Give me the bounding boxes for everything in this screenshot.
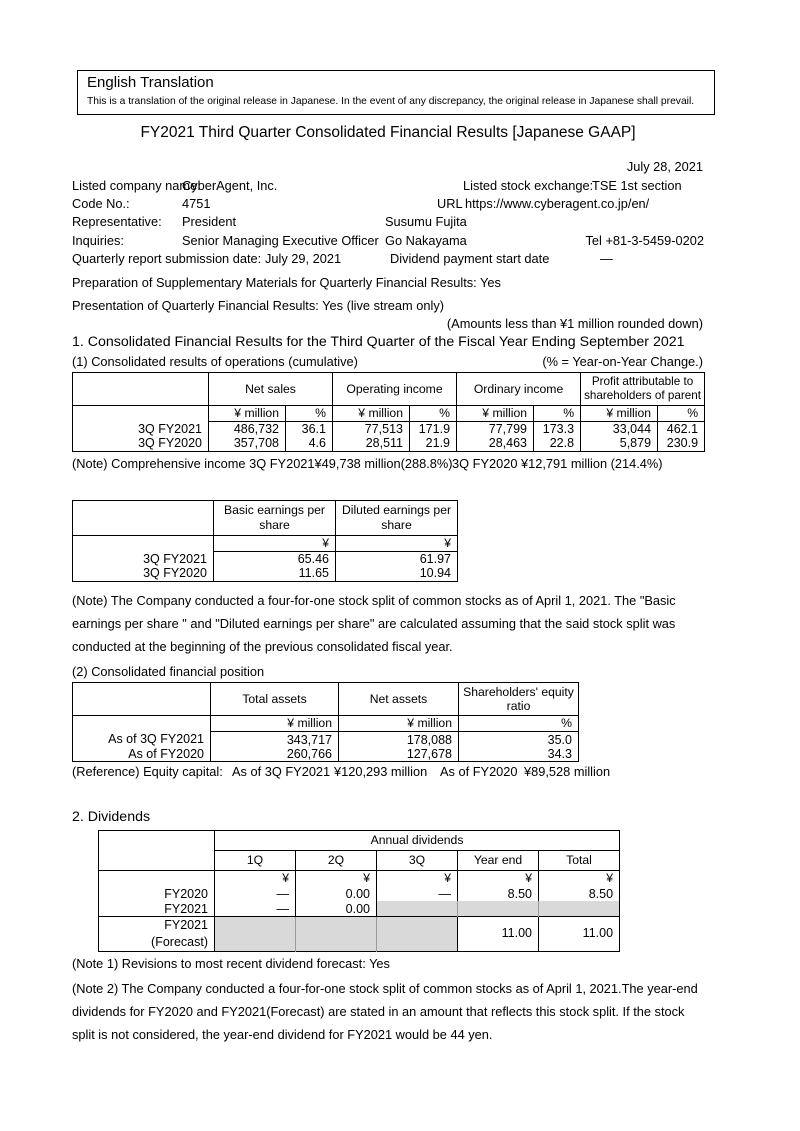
info-row-company — [72, 178, 704, 196]
code-label: Code No.: — [72, 196, 130, 212]
unit-cell: ¥ — [377, 871, 458, 887]
empty-label-cell — [73, 716, 211, 732]
reference-item1-label: As of 3Q FY2021 — [232, 764, 331, 780]
table-cell-shaded — [296, 916, 377, 951]
rounding-note: (Amounts less than ¥1 million rounded down) — [446, 316, 703, 332]
dividends-row-fy2021-forecast — [99, 916, 620, 951]
table-cell: 8.50 — [539, 886, 620, 901]
table-cell: 8.50 — [458, 886, 539, 901]
table-cell: 0.00 — [296, 901, 377, 916]
table-cell: 5,879 — [581, 436, 658, 451]
column-header-net-sales: Net sales — [209, 373, 333, 406]
url-label: URL — [437, 196, 463, 212]
table-cell: 462.1 — [658, 421, 705, 436]
section1-sub1-row — [72, 354, 704, 372]
sub1-title: (1) Consolidated results of operations (cumulative) — [72, 354, 358, 370]
release-date: July 28, 2021 — [626, 159, 703, 175]
translation-box-note: This is a translation of the original release in Japanese. In the event of any discrepancy, the original release in Japanese shall prevail. — [87, 95, 695, 107]
unit-cell: ¥ million — [209, 405, 286, 421]
earnings-per-share-table — [72, 500, 458, 582]
results-row-fy2020 — [73, 436, 705, 451]
inquiries-title: Senior Managing Executive Officer — [182, 232, 379, 248]
company-name-value: CyberAgent, Inc. — [182, 178, 278, 194]
unit-cell: ¥ — [336, 535, 458, 551]
results-header-row — [73, 373, 705, 406]
document-title: FY2021 Third Quarter Consolidated Financial Results [Japanese GAAP] — [140, 124, 636, 142]
table-cell: 178,088 — [339, 732, 459, 747]
empty-corner-cell — [73, 373, 209, 406]
table-cell: 11.00 — [458, 916, 539, 951]
dividends-table — [98, 830, 620, 952]
stock-exchange-value: TSE 1st section — [592, 178, 682, 194]
telephone-number: Tel +81-3-5459-0202 — [585, 232, 704, 248]
dividend-notes — [72, 956, 704, 1046]
column-header-net-assets: Net assets — [339, 682, 459, 716]
table-cell-shaded — [215, 916, 296, 951]
position-row-fy2020 — [73, 747, 579, 762]
table-cell: 35.0 — [459, 732, 579, 747]
results-of-operations-table — [72, 372, 705, 452]
eps-row-fy2021 — [73, 551, 458, 566]
column-header-3q: 3Q — [377, 851, 458, 871]
unit-cell: ¥ million — [333, 405, 410, 421]
table-cell-shaded — [458, 901, 539, 916]
unit-cell: ¥ — [458, 871, 539, 887]
reference-item1-value: ¥120,293 million — [334, 764, 428, 780]
table-row-label: FY2020 — [99, 886, 215, 901]
translation-box-title: English Translation — [87, 74, 214, 91]
table-cell: 10.94 — [336, 566, 458, 581]
table-cell-shaded — [539, 901, 620, 916]
empty-corner-cell — [99, 831, 215, 871]
unit-cell: ¥ million — [457, 405, 534, 421]
table-row-label: FY2021 — [99, 901, 215, 916]
table-cell: 22.8 — [534, 436, 581, 451]
table-cell: 11.00 — [539, 916, 620, 951]
dividends-units-row — [99, 871, 620, 887]
empty-label-cell — [73, 535, 214, 551]
financial-position-table — [72, 682, 579, 763]
empty-label-cell — [73, 405, 209, 421]
table-cell: 77,513 — [333, 421, 410, 436]
unit-cell: ¥ — [214, 535, 336, 551]
table-row-label: 3Q FY2021 — [73, 551, 214, 566]
unit-cell: ¥ million — [581, 405, 658, 421]
dividends-group-header-row — [99, 831, 620, 851]
table-cell: — — [215, 886, 296, 901]
representative-title: President — [182, 214, 237, 230]
submission-date-label: Quarterly report submission date: — [72, 250, 262, 266]
dividend-start-value: — — [600, 250, 613, 266]
table-cell: 173.3 — [534, 421, 581, 436]
eps-header-row — [73, 500, 458, 535]
annual-dividends-header: Annual dividends — [215, 831, 620, 851]
table-cell: 65.46 — [214, 551, 336, 566]
table-row-label: FY2021 (Forecast) — [99, 916, 215, 951]
column-header-year-end: Year end — [458, 851, 539, 871]
table-cell-shaded — [377, 916, 458, 951]
results-units-row — [73, 405, 705, 421]
column-header-basic-eps: Basic earnings per share — [214, 500, 336, 535]
info-row-submission — [72, 251, 704, 269]
table-cell: — — [377, 886, 458, 901]
unit-cell: % — [534, 405, 581, 421]
position-units-row — [73, 716, 579, 732]
unit-cell: ¥ — [296, 871, 377, 887]
section2-heading: 2. Dividends — [72, 809, 151, 826]
reference-item2-value: ¥89,528 million — [524, 764, 611, 780]
equity-capital-reference — [72, 764, 704, 781]
unit-cell: ¥ million — [211, 716, 339, 732]
comprehensive-income-note — [72, 456, 704, 473]
column-header-diluted-eps: Diluted earnings per share — [336, 500, 458, 535]
table-cell: 28,511 — [333, 436, 410, 451]
empty-corner-cell — [73, 682, 211, 716]
dividends-row-fy2020 — [99, 886, 620, 901]
code-value: 4751 — [182, 196, 211, 212]
inquiries-name: Go Nakayama — [385, 232, 467, 248]
results-row-fy2021 — [73, 421, 705, 436]
table-row-label: 3Q FY2021 — [73, 421, 209, 436]
dividends-row-fy2021 — [99, 901, 620, 916]
info-row-code — [72, 196, 704, 214]
column-header-total: Total — [539, 851, 620, 871]
presentation-line: Presentation of Quarterly Financial Results: Yes (live stream only) — [72, 298, 444, 314]
table-cell: 357,708 — [209, 436, 286, 451]
unit-cell: % — [286, 405, 333, 421]
table-cell: 77,799 — [457, 421, 534, 436]
table-cell: 33,044 — [581, 421, 658, 436]
table-cell: 230.9 — [658, 436, 705, 451]
table-cell: 486,732 — [209, 421, 286, 436]
unit-cell: % — [410, 405, 457, 421]
unit-cell: ¥ million — [339, 716, 459, 732]
table-cell: 34.3 — [459, 747, 579, 762]
info-row-inquiries — [72, 233, 704, 251]
dividend-note1: (Note 1) Revisions to most recent dividend forecast: Yes — [72, 955, 390, 971]
column-header-2q: 2Q — [296, 851, 377, 871]
table-row-label: 3Q FY2020 — [73, 566, 214, 581]
column-header-equity-ratio: Shareholders' equity ratio — [459, 682, 579, 716]
column-header-operating-income: Operating income — [333, 373, 457, 406]
table-cell: 260,766 — [211, 747, 339, 762]
column-header-1q: 1Q — [215, 851, 296, 871]
empty-corner-cell — [73, 500, 214, 535]
unit-cell: ¥ — [539, 871, 620, 887]
representative-label: Representative: — [72, 214, 162, 230]
table-cell: 0.00 — [296, 886, 377, 901]
company-name-label: Listed company name: — [72, 178, 201, 194]
dividend-note2: (Note 2) The Company conducted a four-for-one stock split of common stocks as of April 1, 2021.The year-end dividends for FY2020 and FY2021(Forecast) are stated in an amount that reflects this stock split. If the stock split is not considered, the year-end dividend for FY2021 would be 44 yen. — [72, 980, 698, 1042]
column-header-ordinary-income: Ordinary income — [457, 373, 581, 406]
section1-sub2-title: (2) Consolidated financial position — [72, 663, 265, 679]
supplementary-materials-line: Preparation of Supplementary Materials for Quarterly Financial Results: Yes — [72, 274, 501, 290]
eps-units-row — [73, 535, 458, 551]
table-row-label: As of FY2020 — [73, 747, 211, 762]
submission-date-value: July 29, 2021 — [265, 250, 342, 266]
unit-cell: % — [459, 716, 579, 732]
table-cell: 61.97 — [336, 551, 458, 566]
table-cell: 11.65 — [214, 566, 336, 581]
unit-cell: % — [658, 405, 705, 421]
table-cell: 28,463 — [457, 436, 534, 451]
table-row-label: As of 3Q FY2021 — [73, 732, 211, 747]
table-cell: 36.1 — [286, 421, 333, 436]
comprehensive-income-part1: (Note) Comprehensive income 3Q FY2021¥49,738 million(288.8%) — [72, 455, 453, 471]
inquiries-label: Inquiries: — [72, 232, 124, 248]
table-cell: — — [215, 901, 296, 916]
column-header-total-assets: Total assets — [211, 682, 339, 716]
stock-exchange-label: Listed stock exchange: — [463, 178, 594, 194]
table-cell: 343,717 — [211, 732, 339, 747]
document-content — [72, 0, 704, 1046]
section1-heading: 1. Consolidated Financial Results for the Third Quarter of the Fiscal Year Ending September 2021 — [72, 334, 685, 351]
comprehensive-income-part2: 3Q FY2020 ¥12,791 million (214.4%) — [452, 455, 663, 471]
eps-table-wrap — [72, 500, 704, 582]
table-row-label: 3Q FY2020 — [73, 436, 209, 451]
empty-label-cell — [99, 871, 215, 887]
position-row-fy2021 — [73, 732, 579, 747]
info-row-representative — [72, 214, 704, 232]
url-value: https://www.cyberagent.co.jp/en/ — [465, 196, 650, 212]
representative-name: Susumu Fujita — [385, 214, 467, 230]
company-info-block — [72, 178, 704, 269]
dividend-start-label: Dividend payment start date — [390, 250, 550, 266]
english-translation-box — [77, 70, 715, 115]
reference-label: (Reference) Equity capital: — [72, 764, 223, 780]
column-header-profit-attributable: Profit attributable to shareholders of parent — [581, 373, 705, 406]
table-cell-shaded — [377, 901, 458, 916]
stock-split-eps-note: (Note) The Company conducted a four-for-one stock split of common stocks as of April 1, 2021. The "Basic earnings per share " and "Diluted earnings per share" are calculated assuming that the said stock split was conducted at the beginning of the previous consolidated fiscal year. — [72, 592, 676, 654]
eps-row-fy2020 — [73, 566, 458, 581]
reference-item2-label: As of FY2020 — [440, 764, 518, 780]
table-cell: 171.9 — [410, 421, 457, 436]
position-header-row — [73, 682, 579, 716]
unit-cell: ¥ — [215, 871, 296, 887]
table-cell: 4.6 — [286, 436, 333, 451]
table-cell: 21.9 — [410, 436, 457, 451]
table-cell: 127,678 — [339, 747, 459, 762]
yoy-change-note: (% = Year-on-Year Change.) — [542, 354, 703, 370]
